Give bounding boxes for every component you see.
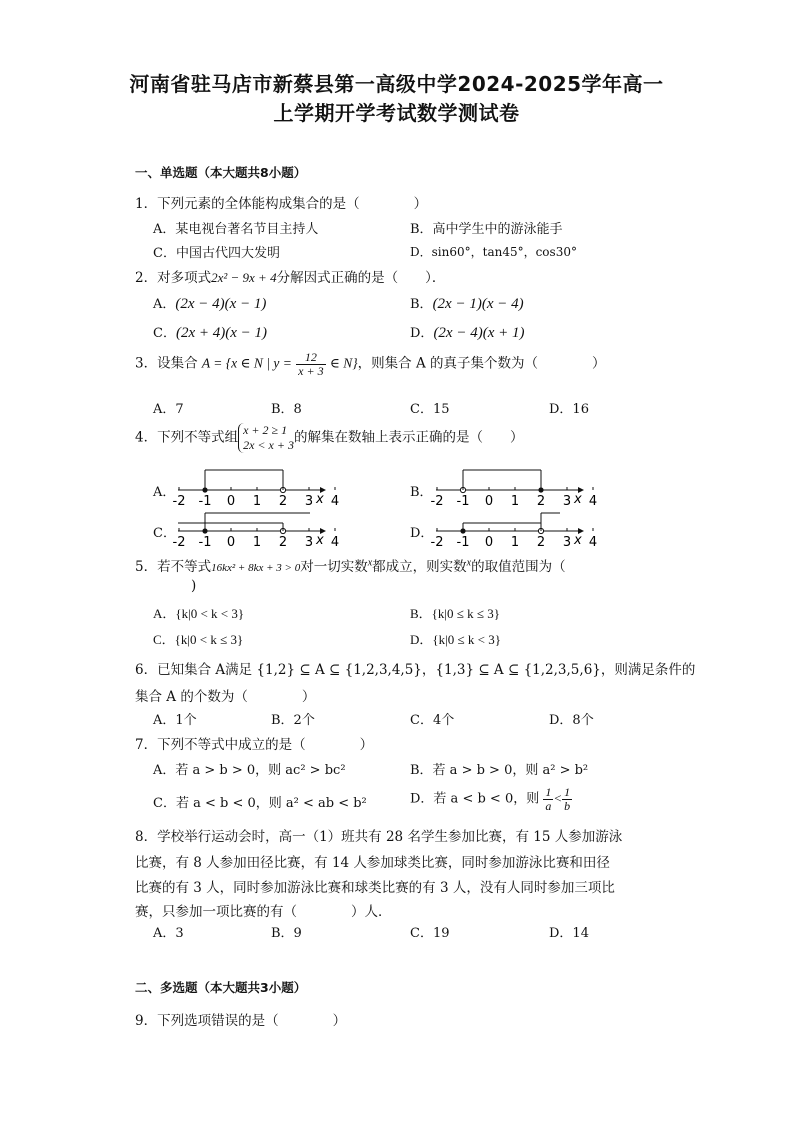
q3-fraction: $\frac{12}{x + 3}$ — [298, 350, 324, 378]
q7-stem: 7．下列不等式中成立的是（ ） — [135, 737, 374, 753]
q3-option-a: A．7 — [153, 402, 184, 417]
q4-number-line-d — [428, 503, 598, 551]
q3-option-c: C．15 — [410, 402, 450, 417]
q3-stem: 3．设集合 A = {x ∈ N | y = $\frac{12}{x + 3}$ ∈ N}，则集合 A 的真子集个数为（ ） — [135, 350, 606, 378]
q8-stem-line1: 8．学校举行运动会时，高一（1）班共有 28 名学生参加比赛，有 15 人参加游泳 — [135, 829, 623, 845]
axis-tick-label: 3 — [562, 494, 572, 509]
q2-option-d: D．(2x − 4)(x + 1) — [410, 325, 525, 341]
axis-variable-label: x — [316, 533, 324, 548]
q1-option-b: B．高中学生中的游泳能手 — [410, 222, 563, 237]
q2-stem — [135, 266, 445, 286]
axis-tick-label: -1 — [198, 535, 212, 550]
axis-tick-label: 1 — [252, 494, 262, 509]
q8-stem-line3: 比赛的有 3 人，同时参加游泳比赛和球类比赛的有 3 人，没有人同时参加三项比 — [135, 880, 615, 896]
axis-tick-label: 0 — [226, 535, 236, 550]
q8-option-b: B．9 — [271, 926, 302, 941]
axis-tick-label: -2 — [430, 535, 444, 550]
section-multi-choice: 二、多选题（本大题共3小题） — [135, 980, 307, 995]
q4-option-d-label: D． — [410, 526, 434, 541]
q4-option-a-label: A． — [153, 485, 176, 500]
axis-tick-label: 1 — [510, 494, 520, 509]
q1-option-a: A．某电视台著名节目主持人 — [153, 222, 319, 237]
q2-option-a: A．(2x − 4)(x − 1) — [153, 296, 267, 312]
q3-option-b: B．8 — [271, 402, 302, 417]
q8-option-c: C．19 — [410, 926, 450, 941]
axis-variable-label: x — [574, 533, 582, 548]
q3-option-d: D．16 — [549, 402, 589, 417]
axis-variable-label: x — [316, 492, 324, 507]
q6-stem-line2: 集合 A 的个数为（ ） — [135, 689, 316, 705]
q6-option-c: C．4个 — [410, 713, 455, 728]
q7-option-d: D．若 a < b < 0，则 $\frac{1}{a}$ < $\frac{1}{b}$ — [410, 785, 571, 813]
axis-tick-label: -2 — [172, 535, 186, 550]
axis-tick-label: 4 — [330, 535, 340, 550]
q8-stem-line4: 赛，只参加一项比赛的有（ ）人． — [135, 904, 392, 920]
axis-tick-label: 1 — [252, 535, 262, 550]
q8-stem-line2: 比赛，有 8 人参加田径比赛，有 14 人参加球类比赛，同时参加游泳比赛和田径 — [135, 855, 610, 871]
q6-stem-line1: 6．已知集合 A满足 {1,2} ⊆ A ⊆ {1,2,3,4,5}，{1,3} ⊆ A ⊆ {1,2,3,5,6}，则满足条件的 — [135, 662, 696, 678]
q4-number-line-c — [170, 503, 340, 551]
q1-option-c: C．中国古代四大发明 — [153, 246, 280, 261]
axis-tick-label: 0 — [484, 535, 494, 550]
section-single-choice: 一、单选题（本大题共8小题） — [135, 165, 307, 180]
axis-tick-label: 3 — [304, 535, 314, 550]
axis-tick-label: -2 — [172, 494, 186, 509]
q5-close-paren: ) — [191, 578, 197, 594]
q4-option-c-label: C． — [153, 526, 176, 541]
axis-tick-label: -2 — [430, 494, 444, 509]
q5-stem: 5．若不等式16kx² + 8kx + 3 > 0对一切实数$^x$都成立，则实数$^x$的取值范围为（ — [135, 557, 566, 575]
q4-option-b-label: B． — [410, 485, 433, 500]
q1-stem: 1．下列元素的全体能构成集合的是（ ） — [135, 196, 428, 212]
q3-set-right: ∈ N} — [329, 355, 358, 371]
q9-stem: 9．下列选项错误的是（ ） — [135, 1013, 347, 1029]
axis-tick-label: 3 — [304, 494, 314, 509]
axis-tick-label: 0 — [484, 494, 494, 509]
axis-tick-label: 2 — [278, 535, 288, 550]
q5-option-a: A．{k|0 < k < 3} — [153, 606, 245, 621]
axis-tick-label: 2 — [536, 494, 546, 509]
axis-tick-label: -1 — [456, 494, 470, 509]
q2-option-b: B．(2x − 1)(x − 4) — [410, 296, 524, 312]
exam-title-line1: 河南省驻马店市新蔡县第一高级中学2024-2025学年高一 — [129, 72, 664, 96]
q5-option-b: B．{k|0 ≤ k ≤ 3} — [410, 606, 501, 621]
q5-inequality: 16kx² + 8kx + 3 > 0 — [211, 562, 301, 574]
q3-set-left: A = {x ∈ N | y = — [201, 355, 292, 371]
q2-stem-pre: 2．对多项式 — [135, 270, 212, 286]
q5-option-c: C．{k|0 < k ≤ 3} — [153, 632, 244, 647]
axis-tick-label: 4 — [588, 494, 598, 509]
exam-title-line2: 上学期开学考试数学测试卷 — [273, 101, 520, 125]
q7-option-b: B．若 a > b > 0，则 a² > b² — [410, 763, 589, 778]
axis-tick-label: 4 — [330, 494, 340, 509]
q8-option-d: D．14 — [549, 926, 589, 941]
axis-tick-label: 4 — [588, 535, 598, 550]
q6-option-b: B．2个 — [271, 713, 315, 728]
q4-inequality-system: x + 2 ≥ 1 2x < x + 3 — [238, 423, 294, 453]
q1-option-d: D．sin60°，tan45°，cos30° — [410, 245, 577, 259]
q2-polynomial: 2x² − 9x + 4 — [211, 270, 277, 285]
axis-tick-label: 3 — [562, 535, 572, 550]
q2-option-c: C．(2x + 4)(x − 1) — [153, 325, 267, 341]
q5-option-d: D．{k|0 ≤ k < 3} — [410, 632, 501, 647]
axis-tick-label: 2 — [536, 535, 546, 550]
q6-option-a: A．1个 — [153, 713, 197, 728]
q7-option-a: A．若 a > b > 0，则 ac² > bc² — [153, 763, 346, 778]
q8-option-a: A．3 — [153, 926, 184, 941]
axis-tick-label: 0 — [226, 494, 236, 509]
axis-tick-label: -1 — [198, 494, 212, 509]
q7-option-c: C．若 a < b < 0，则 a² < ab < b² — [153, 796, 367, 811]
axis-tick-label: 1 — [510, 535, 520, 550]
q2-stem-post: 分解因式正确的是（ ）． — [276, 270, 446, 286]
axis-variable-label: x — [574, 492, 582, 507]
q4-stem: 4．下列不等式组 x + 2 ≥ 1 2x < x + 3 的解集在数轴上表示正确的是（ ） — [135, 423, 524, 452]
axis-tick-label: 2 — [278, 494, 288, 509]
axis-tick-label: -1 — [456, 535, 470, 550]
q6-option-d: D．8个 — [549, 713, 594, 728]
